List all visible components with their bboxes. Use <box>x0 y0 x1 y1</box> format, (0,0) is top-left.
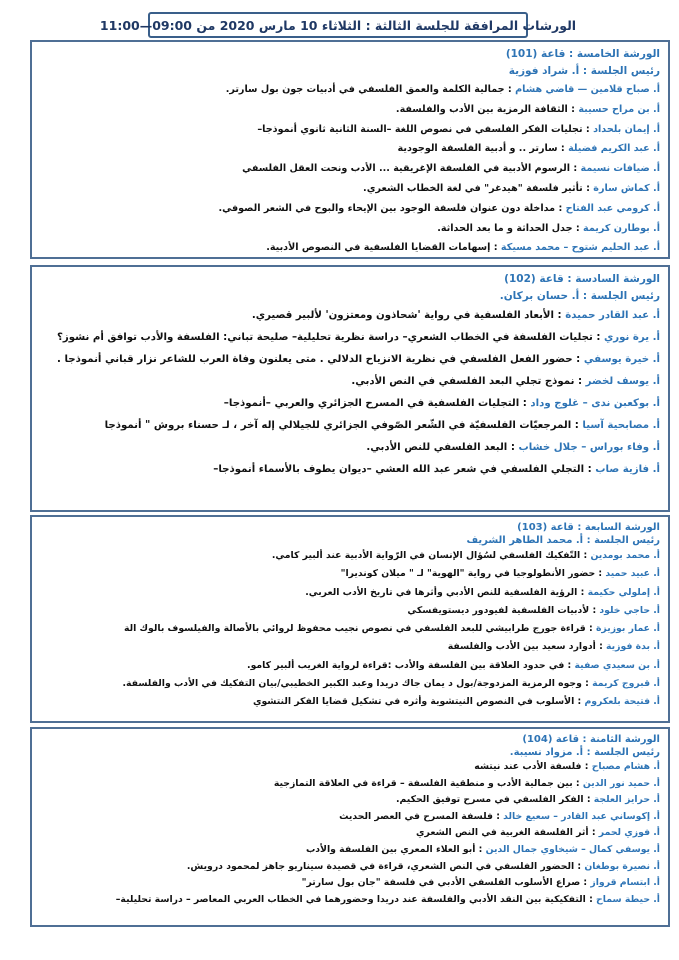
presentation-item <box>38 842 660 859</box>
presenter-name: أ. محمد بومدين <box>590 550 660 561</box>
presentation-item <box>38 459 660 481</box>
presentation-title: : التجليات الفلسفية في المسرح الجزائري والعربي –أنموذجا– <box>223 398 531 409</box>
presenter-name: أ. عبد الحليم شتوح – محمد مسيكة <box>500 242 660 254</box>
workshop-heading: الورشة السادسة : قاعة (102) <box>504 273 660 285</box>
presenter-name: أ. إملولي حكيمة <box>587 586 660 598</box>
presentation-item <box>38 584 660 602</box>
presentation-title: : جمالية الكلمة والعمق الفلسفي في أدبيات جون بول سارتر. <box>225 84 516 95</box>
presentation-title: : أثر الفلسفة الغربية في النص الشعري <box>416 827 599 839</box>
presenter-name: أ. إكوساني عبد القادر – سعيع خالد <box>503 810 660 822</box>
presentation-title: : الأسلوب في النصوص النيتشوية وأثره في تشكيل قضايا الفكر النتشوي <box>252 696 585 708</box>
presentation-item <box>38 139 660 159</box>
presentation-title: : قراءة جورج طرابيشي للبعد الفلسفي في نصوص نجيب محفوظ لروائي بالأصالة والفيلسوف بالوك الة <box>123 623 596 635</box>
presentation-item <box>38 638 660 656</box>
presentation-title: : سارتر .. و أدبية الفلسفة الوجودية <box>397 143 569 155</box>
presentation-title: : فلسفة المسرح في العصر الحديث <box>339 810 504 822</box>
presenter-name: أ. كماش سارة <box>593 182 660 194</box>
presentation-item <box>38 100 660 120</box>
presentation-item <box>38 547 660 565</box>
presentation-item <box>38 620 660 638</box>
presentation-item <box>38 809 660 826</box>
presentation-title: : بين جمالية الأدب و منطقية الفلسفة – قراءة في العلاقة التمازجية <box>273 777 583 789</box>
presenter-name: أ. قبروج كريمة <box>592 678 660 690</box>
presentation-item <box>38 80 660 100</box>
presentation-title: : البعد الفلسفي للنص الأدبي. <box>366 442 519 453</box>
workshop-6-box <box>30 265 670 512</box>
presentation-item <box>38 305 660 327</box>
presenter-name: أ. يرة نوري <box>603 332 660 343</box>
presenter-name: أ. نصيرة بوطغان <box>584 860 660 872</box>
presentation-item <box>38 415 660 437</box>
presentation-item <box>38 437 660 459</box>
presenter-name: أ. بوكعبن ندى – غلوج وداد <box>530 398 660 409</box>
presenter-name: أ. كرومي عبد الفتاح <box>565 202 660 214</box>
presentation-item <box>38 759 660 776</box>
presenter-name: أ. بن مراح حسيبة <box>578 103 660 115</box>
presentation-title: : الثقافة الرمزية بين الأدب والفلسفة. <box>395 103 579 115</box>
presentation-list <box>38 759 660 908</box>
presentation-item <box>38 219 660 239</box>
presentation-list <box>38 305 660 481</box>
presentation-item <box>38 859 660 876</box>
workshop-8-box <box>30 727 670 927</box>
presenter-name: أ. عمار بوزيزة <box>595 623 660 635</box>
session-chair: رئيس الجلسة : أ. مزواد نسيبة. <box>509 747 660 758</box>
session-chair: رئيس الجلسة : أ. محمد الطاهر الشريف <box>466 535 660 546</box>
presentation-title: : صراع الأسلوب الفلسفي الأدبي في فلسفة "جان بول سارتر" <box>301 877 591 889</box>
session-chair: رئيس الجلسة : أ. شراد فوزية <box>508 65 660 77</box>
workshop-heading: الورشة الثامنة : قاعة (104) <box>522 734 660 745</box>
presentation-title: : أدوارد سعيد بين الأدب والفلسفة <box>447 641 607 653</box>
presentation-item <box>38 349 660 371</box>
presenter-name: أ. خيرة يوسفي <box>583 354 660 365</box>
presenter-name: أ. عبيد حميد <box>605 568 660 580</box>
presentation-item <box>38 602 660 620</box>
presentation-item <box>38 238 660 258</box>
presentation-item <box>38 327 660 349</box>
presentation-title: : تأثير فلسفة "هيدغر" في لغة الخطاب الشعري. <box>363 182 594 194</box>
presenter-name: أ. فازية صاب <box>595 464 660 475</box>
presenter-name: أ. إيمان بلحداد <box>593 123 660 135</box>
presentation-title: : التجلي الفلسفي في شعر عبد الله العشي –ديوان يطوف بالأسماء أنموذجا– <box>213 464 596 475</box>
presenter-name: أ. بدة فوزية <box>606 641 660 653</box>
workshop-7-box <box>30 515 670 723</box>
presentation-title: : الرؤية الفلسفية للنص الأدبي وأثرها في تاريخ الأدب العربي. <box>305 586 588 598</box>
presenter-name: أ. حرايز العلجة <box>593 794 660 806</box>
presenter-name: أ. عبد الكريم فضيلة <box>568 143 660 155</box>
presentation-item <box>38 120 660 140</box>
presentation-title: : مداخلة دون عنوان فلسفة الوجود بين الإيحاء والبوح في الشعر الصوفي. <box>218 202 566 214</box>
presenter-name: أ. يوسفي كمال – شيخاوي جمال الدين <box>485 843 660 855</box>
presentation-item <box>38 675 660 693</box>
presentation-list <box>38 80 660 258</box>
presentation-title: : الفكر الفلسفي في مسرح توفيق الحكيم. <box>395 794 594 806</box>
presentation-item <box>38 199 660 219</box>
presentation-title: : إسهامات القضايا الفلسفية في النصوص الأدبية. <box>266 242 501 254</box>
presentation-item <box>38 693 660 711</box>
presentation-title: : لأدبيات الفلسفية لفيودور ديستويفسكي <box>407 604 600 616</box>
presenter-name: أ. حاجي خلود <box>599 604 660 616</box>
presentation-item <box>38 565 660 583</box>
presentation-item <box>38 371 660 393</box>
presenter-name: أ. حميد نور الدين <box>582 777 660 789</box>
workshop-heading: الورشة السابعة : قاعة (103) <box>517 522 660 533</box>
presenter-name: أ. حيطة سماح <box>596 893 660 905</box>
presenter-name: أ. يوسف لخضر <box>585 376 660 387</box>
presentation-list <box>38 547 660 712</box>
presentation-item <box>38 393 660 415</box>
presenter-name: أ. بن سعيدي صفية <box>574 659 660 671</box>
presentation-item <box>38 159 660 179</box>
presentation-item <box>38 657 660 675</box>
page-title: الورشات المرافقة للجلسة الثالثة : الثلاثاء 10 مارس 2020 من 09:00—11:00 <box>148 12 528 38</box>
presentation-item <box>38 776 660 793</box>
presentation-title: : فلسفة الأدب عند نيتشه <box>474 761 592 772</box>
presentation-title: : الرسوم الأدبية في الفلسفة الإغريقية ... الأدب ونحت العقل الفلسفي <box>242 163 581 175</box>
presentation-item <box>38 892 660 909</box>
presenter-name: أ. فتيحة بلعكروم <box>584 696 660 708</box>
presenter-name: أ. فوزي لحمر <box>598 827 660 839</box>
presenter-name: أ. بوطارن كريمة <box>583 222 660 234</box>
presentation-title: : تجليات الفكر الفلسفي في نصوص اللغة –السنة الثانية ثانوي أنموذجا– <box>257 123 594 135</box>
session-chair: رئيس الجلسة : أ. حسان بركان. <box>499 290 660 302</box>
presentation-title: : نموذج تجلي البعد الفلسفي في النص الأدبي. <box>351 376 586 387</box>
presentation-item <box>38 179 660 199</box>
presenter-name: أ. وفاء بوراس – جلال خشاب <box>518 442 660 453</box>
presenter-name: أ. صباح قلامين — قاضي هشام <box>515 84 660 95</box>
presentation-title: : التّفكيك الفلسفي لسُؤال الإنسان في الرّواية الأدبية عند ألبير كامي. <box>271 550 591 561</box>
presentation-title: : الأبعاد الفلسفية في رواية 'شحاذون ومعتزون' لألبير قصيري. <box>251 310 566 321</box>
presenter-name: أ. مصابحية آسيا <box>582 420 660 431</box>
presenter-name: أ. ابتسام قرواز <box>590 877 660 889</box>
presentation-title: : المرجعيّات الفلسفيّة في الشّعر الصّوفي الجزائري للجيلالي إله آخر ، لـ حسناء بروش " أنموذجا <box>104 420 583 431</box>
presentation-item <box>38 825 660 842</box>
presentation-title: : في حدود العلاقة بين الفلسفة والأدب :قراءة لرواية الغريب ألبير كامو. <box>247 659 575 671</box>
presentation-item <box>38 875 660 892</box>
presentation-title: : حضور الفعل الفلسفي في نظرية الانزياح الدلالي . متى يعلنون وفاة العرب للشاعر نزار قباني أنموذجا . <box>57 354 584 365</box>
presentation-title: : أبو العلاء المعري بين الفلسفة والأدب <box>305 843 486 855</box>
presentation-title: : وجوه الرمزية المزدوجة/بول د يمان جاك دريدا وعبد الكبير الخطيبي/بيان التفكيك في الأدب والفلسفة. <box>122 678 593 690</box>
presentation-title: : تجليات الفلسفة في الخطاب الشعري– دراسة نظرية تحليلية– صليحة تباني: الفلسفة والأدب توافق أم نشوز؟ <box>57 332 604 343</box>
workshop-heading: الورشة الخامسة : قاعة (101) <box>505 48 660 60</box>
workshop-5-box <box>30 40 670 259</box>
presenter-name: أ. عبد القادر حميدة <box>565 310 660 321</box>
presentation-title: : حضور الأنطولوجيا في رواية "الهوية" لـ " ميلان كونديرا" <box>340 568 606 580</box>
presentation-title: : التفكيكية بين النقد الأدبي والفلسفة عند دريدا وحضورهما في الخطاب العربي المعاصر – دراسة تحليلية– <box>115 893 597 905</box>
presenter-name: أ. هشام مصباح <box>591 761 660 772</box>
presentation-title: : الحضور الفلسفي في النص الشعري، قراءة في قصيدة سيناريو جاهز لمحمود درويش. <box>186 860 585 872</box>
presentation-item <box>38 792 660 809</box>
presenter-name: أ. ضيافات نسيمة <box>580 163 660 175</box>
presentation-title: : جدل الحداثة و ما بعد الحداثة. <box>437 222 584 234</box>
